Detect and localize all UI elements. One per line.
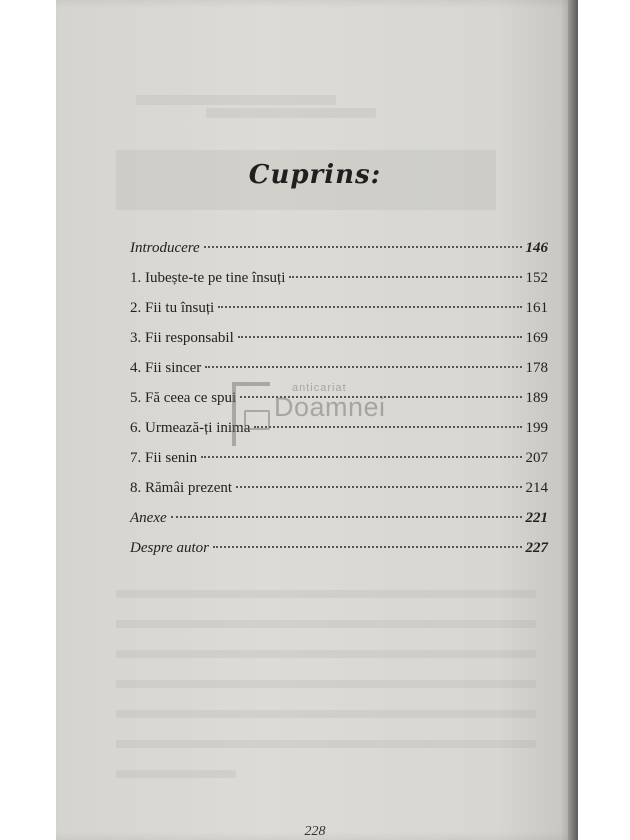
toc-entry-label: Despre autor bbox=[130, 540, 210, 556]
toc-entry-page: 221 bbox=[525, 510, 548, 526]
toc-entry-label: Introducere bbox=[130, 240, 200, 256]
dot-leader bbox=[205, 366, 521, 368]
toc-entry bbox=[130, 270, 548, 300]
toc-entry-label: 5. Fă ceea ce spui bbox=[130, 390, 237, 406]
toc-entry-page: 161 bbox=[525, 300, 548, 316]
toc-entry bbox=[130, 300, 548, 330]
toc-entry-label: 2. Fii tu însuți bbox=[130, 300, 215, 316]
toc-entry-page: 178 bbox=[525, 360, 548, 376]
page-edge-shadow bbox=[568, 0, 578, 840]
toc-entry-page: 169 bbox=[525, 330, 548, 346]
toc-entry-label: 7. Fii senin bbox=[130, 450, 198, 466]
toc-entry bbox=[130, 540, 548, 570]
toc-entry-page: 189 bbox=[525, 390, 548, 406]
bleed-through-text bbox=[116, 620, 536, 628]
toc-entry-label: 1. Iubește-te pe tine însuți bbox=[130, 270, 286, 286]
toc-entry-page: 146 bbox=[525, 240, 548, 256]
dot-leader bbox=[236, 486, 521, 488]
bleed-through-text bbox=[206, 108, 376, 118]
watermark-big-text: Doamnei bbox=[274, 392, 386, 422]
toc-entry-label: 4. Fii sincer bbox=[130, 360, 202, 376]
dot-leader bbox=[204, 246, 522, 248]
toc-entry bbox=[130, 480, 548, 510]
toc-entry-label: 6. Urmează-ți inima bbox=[130, 420, 251, 436]
toc-entry-page: 199 bbox=[525, 420, 548, 436]
toc-entry-label: 8. Rămâi prezent bbox=[130, 480, 233, 496]
bleed-through-text bbox=[116, 650, 536, 658]
bleed-through-text bbox=[116, 770, 236, 778]
bleed-through-text bbox=[116, 710, 536, 718]
toc-entry bbox=[130, 510, 548, 540]
book-icon bbox=[244, 410, 270, 430]
toc-entry bbox=[130, 330, 548, 360]
bleed-through-text bbox=[116, 740, 536, 748]
dot-leader bbox=[171, 516, 522, 518]
dot-leader bbox=[201, 456, 521, 458]
bleed-through-text bbox=[136, 95, 336, 105]
dot-leader bbox=[218, 306, 521, 308]
dot-leader bbox=[289, 276, 521, 278]
toc-entry-page: 207 bbox=[525, 450, 548, 466]
toc-entry-label: Anexe bbox=[130, 510, 167, 526]
toc-entry-page: 152 bbox=[525, 270, 548, 286]
bleed-through-text bbox=[116, 590, 536, 598]
toc-entry bbox=[130, 240, 548, 270]
dot-leader bbox=[213, 546, 521, 548]
toc-entry bbox=[130, 450, 548, 480]
watermark-logo bbox=[232, 382, 412, 452]
page-title: Cuprins: bbox=[248, 160, 382, 190]
watermark-small-text: anticariat bbox=[292, 382, 347, 394]
dot-leader bbox=[238, 336, 522, 338]
page-number: 228 bbox=[304, 824, 326, 839]
toc-entry-page: 227 bbox=[525, 540, 548, 556]
toc-entry-page: 214 bbox=[525, 480, 548, 496]
toc-entry-label: 3. Fii responsabil bbox=[130, 330, 234, 346]
bleed-through-text bbox=[116, 680, 536, 688]
